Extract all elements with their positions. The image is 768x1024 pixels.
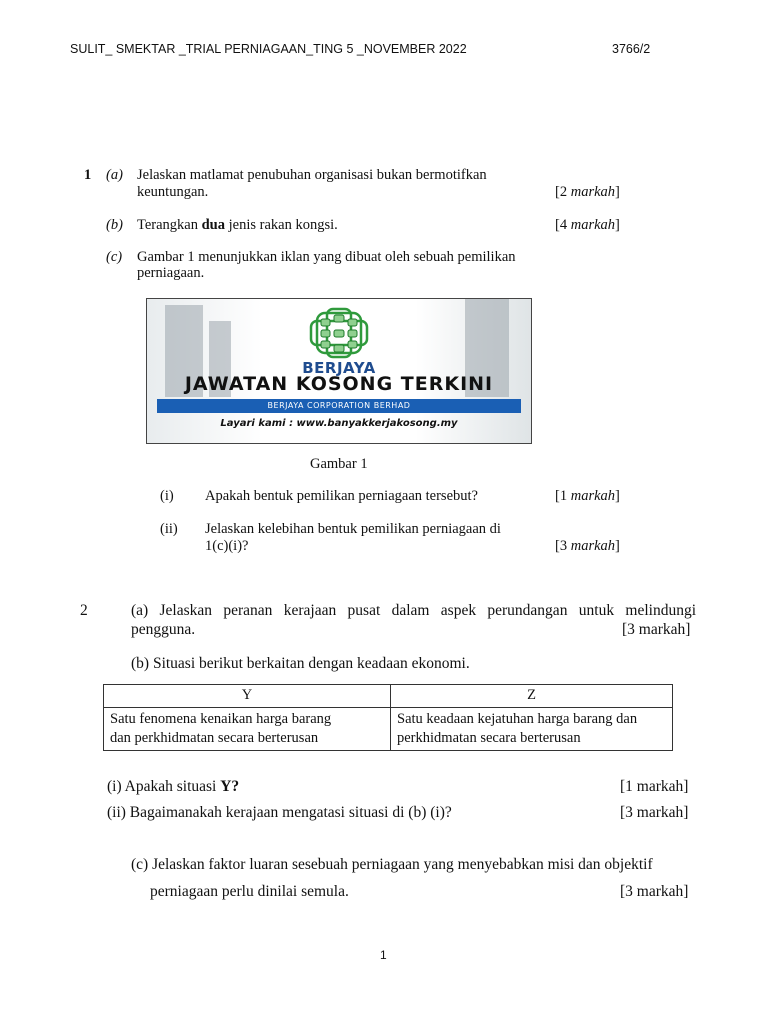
q1cii-marks bbox=[555, 538, 620, 555]
q2a-line2: pengguna. bbox=[131, 621, 196, 638]
q1cii-label: (ii) bbox=[160, 521, 178, 537]
ad-company-bar: BERJAYA CORPORATION BERHAD bbox=[157, 399, 521, 413]
q2bi-text bbox=[107, 777, 239, 796]
berjaya-logo-icon bbox=[307, 307, 371, 359]
table-header-z: Z bbox=[391, 685, 673, 708]
cell-line: Satu keadaan kejatuhan harga barang dan bbox=[397, 711, 638, 727]
q2bi-text-pre: (i) Apakah situasi bbox=[107, 778, 221, 795]
q2c-line2: perniagaan perlu dinilai semula. bbox=[150, 883, 349, 900]
q2a-marks: [3 markah] bbox=[622, 621, 691, 638]
marks-number: [1 bbox=[555, 488, 571, 504]
q1a-label: (a) bbox=[106, 167, 123, 183]
marks-word: markah bbox=[570, 184, 616, 200]
q1c-line1: Gambar 1 menunjukkan iklan yang dibuat oleh sebuah pemilikan bbox=[137, 249, 516, 265]
question-2-number: 2 bbox=[80, 602, 88, 619]
q1cii-line1: Jelaskan kelebihan bentuk pemilikan perniagaan di bbox=[205, 521, 501, 537]
question-1-number: 1 bbox=[84, 167, 92, 183]
marks-bracket: ] bbox=[615, 184, 620, 200]
q1ci-text: Apakah bentuk pemilikan perniagaan tersebut? bbox=[205, 488, 478, 504]
table-header-row bbox=[104, 685, 673, 708]
q2bi-text-bold: Y? bbox=[220, 778, 240, 795]
paper-code: 3766/2 bbox=[612, 42, 651, 56]
table-header-y: Y bbox=[104, 685, 391, 708]
marks-bracket: ] bbox=[615, 488, 620, 504]
marks-number: [4 bbox=[555, 217, 571, 233]
q2bii-text: (ii) Bagaimanakah kerajaan mengatasi situasi di (b) (i)? bbox=[107, 804, 452, 821]
page-number: 1 bbox=[380, 948, 387, 962]
table-row bbox=[104, 708, 673, 751]
q1a-line1: Jelaskan matlamat penubuhan organisasi bukan bermotifkan bbox=[137, 167, 487, 183]
q1a-marks bbox=[555, 184, 620, 201]
cell-line: perkhidmatan secara berterusan bbox=[397, 730, 581, 746]
q1b-text-bold: dua bbox=[201, 217, 225, 233]
q1b-text bbox=[137, 217, 338, 234]
q2c-line1: (c) Jelaskan faktor luaran sesebuah perniagaan yang menyebabkan misi dan objektif bbox=[131, 856, 653, 873]
q1ci-marks bbox=[555, 488, 620, 505]
table-cell-y bbox=[104, 708, 391, 751]
q1ci-label: (i) bbox=[160, 488, 174, 504]
header-title: SULIT_ SMEKTAR _TRIAL PERNIAGAAN_TING 5 _NOVEMBER 2022 bbox=[70, 42, 467, 56]
marks-word: markah bbox=[570, 217, 616, 233]
q2bii-marks: [3 markah] bbox=[620, 804, 689, 821]
job-advertisement-image bbox=[146, 298, 532, 444]
marks-bracket: ] bbox=[615, 538, 620, 554]
table-cell-z bbox=[391, 708, 673, 751]
ad-brand: BERJAYA bbox=[302, 359, 376, 377]
q2b-intro: (b) Situasi berikut berkaitan dengan keadaan ekonomi. bbox=[131, 655, 470, 672]
marks-bracket: ] bbox=[615, 217, 620, 233]
cell-line: dan perkhidmatan secara berterusan bbox=[110, 730, 319, 746]
ad-headline: JAWATAN KOSONG TERKINI bbox=[184, 373, 494, 395]
ad-website: Layari kami : www.banyakkerjakosong.my bbox=[220, 418, 458, 429]
q1b-text-post: jenis rakan kongsi. bbox=[225, 217, 338, 233]
figure-caption: Gambar 1 bbox=[310, 456, 368, 472]
cell-line: Satu fenomena kenaikan harga barang bbox=[110, 711, 332, 727]
q2bi-marks: [1 markah] bbox=[620, 778, 689, 795]
q2c-marks: [3 markah] bbox=[620, 883, 689, 900]
q2a-line1: (a) Jelaskan peranan kerajaan pusat dalam aspek perundangan untuk melindungi bbox=[131, 602, 696, 619]
marks-word: markah bbox=[570, 488, 616, 504]
q1b-label: (b) bbox=[106, 217, 123, 233]
q1cii-line2: 1(c)(i)? bbox=[205, 538, 249, 554]
q1c-label: (c) bbox=[106, 249, 123, 265]
q1b-marks bbox=[555, 217, 620, 234]
marks-word: markah bbox=[570, 538, 616, 554]
q1b-text-pre: Terangkan bbox=[137, 217, 202, 233]
q1a-line2: keuntungan. bbox=[137, 184, 209, 200]
marks-number: [2 bbox=[555, 184, 571, 200]
situation-table bbox=[103, 684, 673, 751]
q1c-line2: perniagaan. bbox=[137, 265, 205, 281]
marks-number: [3 bbox=[555, 538, 571, 554]
